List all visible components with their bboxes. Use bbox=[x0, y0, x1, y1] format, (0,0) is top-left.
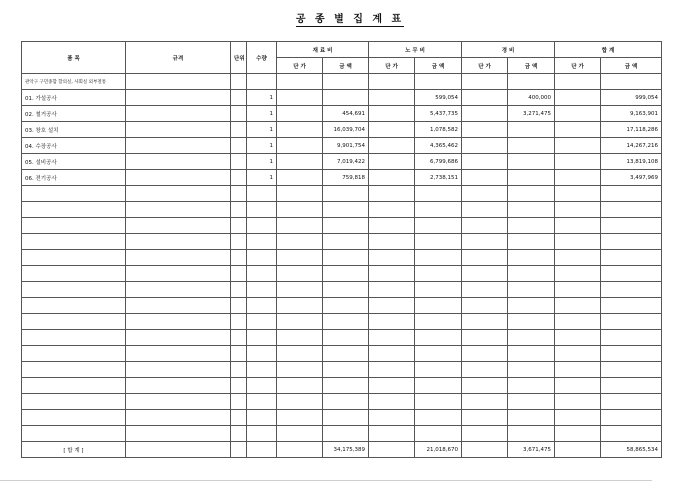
empty-row bbox=[22, 426, 662, 442]
header-mat-unit-price: 단 가 bbox=[277, 58, 323, 74]
row-mat-unit-price bbox=[277, 90, 323, 106]
row-exp-unit-price bbox=[462, 122, 508, 138]
row-unit bbox=[231, 106, 247, 122]
row-lab-amount: 2,738,151 bbox=[415, 170, 462, 186]
empty-row bbox=[22, 346, 662, 362]
row-spec bbox=[126, 154, 231, 170]
row-tot-unit-price bbox=[555, 138, 601, 154]
total-label: [ 합 계 ] bbox=[22, 442, 126, 458]
header-spec: 규격 bbox=[126, 42, 231, 74]
row-spec bbox=[126, 138, 231, 154]
header-qty: 수량 bbox=[247, 42, 277, 74]
row-item: 06. 전기공사 bbox=[22, 170, 126, 186]
row-spec bbox=[126, 106, 231, 122]
header-tot-unit-price: 단 가 bbox=[555, 58, 601, 74]
empty-row bbox=[22, 378, 662, 394]
empty-row bbox=[22, 266, 662, 282]
page-bottom-rule bbox=[0, 480, 652, 481]
row-spec bbox=[126, 90, 231, 106]
row-qty: 1 bbox=[247, 106, 277, 122]
row-lab-amount: 6,799,686 bbox=[415, 154, 462, 170]
row-exp-amount: 400,000 bbox=[508, 90, 555, 106]
row-qty: 1 bbox=[247, 90, 277, 106]
row-lab-amount: 4,365,462 bbox=[415, 138, 462, 154]
row-mat-unit-price bbox=[277, 122, 323, 138]
header-material: 재 료 비 bbox=[277, 42, 369, 58]
empty-row bbox=[22, 314, 662, 330]
header-item: 품 목 bbox=[22, 42, 126, 74]
row-unit bbox=[231, 90, 247, 106]
row-qty: 1 bbox=[247, 122, 277, 138]
row-unit bbox=[231, 122, 247, 138]
empty-row bbox=[22, 218, 662, 234]
empty-row bbox=[22, 234, 662, 250]
row-mat-unit-price bbox=[277, 170, 323, 186]
header-exp-amount: 금 액 bbox=[508, 58, 555, 74]
row-mat-unit-price bbox=[277, 154, 323, 170]
row-unit bbox=[231, 138, 247, 154]
header-exp-unit-price: 단 가 bbox=[462, 58, 508, 74]
total-mat-amount: 34,175,389 bbox=[323, 442, 369, 458]
row-lab-unit-price bbox=[369, 138, 415, 154]
table-row bbox=[22, 138, 662, 154]
row-mat-unit-price bbox=[277, 138, 323, 154]
empty-row bbox=[22, 362, 662, 378]
header-row-1 bbox=[22, 42, 662, 58]
document-title-text: 공 종 별 집 계 표 bbox=[295, 14, 405, 25]
row-tot-amount: 999,054 bbox=[601, 90, 662, 106]
total-tot-amount: 58,865,534 bbox=[601, 442, 662, 458]
row-lab-amount: 599,054 bbox=[415, 90, 462, 106]
table-row bbox=[22, 154, 662, 170]
table-row bbox=[22, 170, 662, 186]
empty-row bbox=[22, 202, 662, 218]
row-exp-amount bbox=[508, 122, 555, 138]
row-tot-unit-price bbox=[555, 90, 601, 106]
row-mat-amount: 759,818 bbox=[323, 170, 369, 186]
total-lab-amount: 21,018,670 bbox=[415, 442, 462, 458]
row-unit bbox=[231, 170, 247, 186]
project-name-row bbox=[22, 74, 662, 90]
empty-row bbox=[22, 330, 662, 346]
row-qty: 1 bbox=[247, 138, 277, 154]
row-qty: 1 bbox=[247, 170, 277, 186]
row-tot-amount: 3,497,969 bbox=[601, 170, 662, 186]
empty-row bbox=[22, 410, 662, 426]
row-tot-unit-price bbox=[555, 122, 601, 138]
row-mat-amount: 7,019,422 bbox=[323, 154, 369, 170]
row-unit bbox=[231, 154, 247, 170]
header-lab-unit-price: 단 가 bbox=[369, 58, 415, 74]
row-exp-amount bbox=[508, 154, 555, 170]
table-row bbox=[22, 90, 662, 106]
row-lab-unit-price bbox=[369, 170, 415, 186]
summary-table bbox=[21, 41, 662, 458]
header-labor: 노 무 비 bbox=[369, 42, 462, 58]
header-expense: 경 비 bbox=[462, 42, 555, 58]
row-lab-unit-price bbox=[369, 154, 415, 170]
header-tot-amount: 금 액 bbox=[601, 58, 662, 74]
row-lab-unit-price bbox=[369, 106, 415, 122]
row-exp-unit-price bbox=[462, 170, 508, 186]
project-name: 관악구 구민종합 할의실, 사회실 외부철통 bbox=[22, 74, 126, 90]
row-tot-amount: 14,267,216 bbox=[601, 138, 662, 154]
total-row bbox=[22, 442, 662, 458]
row-item: 03. 창호 설치 bbox=[22, 122, 126, 138]
row-item: 05. 설비공사 bbox=[22, 154, 126, 170]
empty-row bbox=[22, 394, 662, 410]
row-exp-unit-price bbox=[462, 138, 508, 154]
row-exp-amount bbox=[508, 170, 555, 186]
row-item: 02. 철거공사 bbox=[22, 106, 126, 122]
row-spec bbox=[126, 170, 231, 186]
row-mat-amount bbox=[323, 90, 369, 106]
row-exp-unit-price bbox=[462, 106, 508, 122]
row-tot-amount: 13,819,108 bbox=[601, 154, 662, 170]
empty-row bbox=[22, 298, 662, 314]
row-mat-amount: 454,691 bbox=[323, 106, 369, 122]
row-tot-unit-price bbox=[555, 154, 601, 170]
row-qty: 1 bbox=[247, 154, 277, 170]
row-spec bbox=[126, 122, 231, 138]
header-unit: 단위 bbox=[231, 42, 247, 74]
document-title bbox=[0, 10, 700, 25]
row-exp-amount bbox=[508, 138, 555, 154]
table-row bbox=[22, 122, 662, 138]
header-mat-amount: 금 액 bbox=[323, 58, 369, 74]
row-exp-amount: 3,271,475 bbox=[508, 106, 555, 122]
row-item: 04. 수장공사 bbox=[22, 138, 126, 154]
table-row bbox=[22, 106, 662, 122]
header-lab-amount: 금 액 bbox=[415, 58, 462, 74]
row-exp-unit-price bbox=[462, 154, 508, 170]
empty-row bbox=[22, 282, 662, 298]
row-lab-amount: 1,078,582 bbox=[415, 122, 462, 138]
row-exp-unit-price bbox=[462, 90, 508, 106]
row-item: 01. 가설공사 bbox=[22, 90, 126, 106]
header-total: 합 계 bbox=[555, 42, 662, 58]
row-lab-unit-price bbox=[369, 122, 415, 138]
empty-row bbox=[22, 250, 662, 266]
row-tot-unit-price bbox=[555, 106, 601, 122]
row-mat-unit-price bbox=[277, 106, 323, 122]
row-mat-amount: 9,901,754 bbox=[323, 138, 369, 154]
empty-row bbox=[22, 186, 662, 202]
row-mat-amount: 16,039,704 bbox=[323, 122, 369, 138]
row-lab-amount: 5,437,735 bbox=[415, 106, 462, 122]
row-tot-amount: 9,163,901 bbox=[601, 106, 662, 122]
row-tot-amount: 17,118,286 bbox=[601, 122, 662, 138]
total-exp-amount: 3,671,475 bbox=[508, 442, 555, 458]
row-tot-unit-price bbox=[555, 170, 601, 186]
row-lab-unit-price bbox=[369, 90, 415, 106]
